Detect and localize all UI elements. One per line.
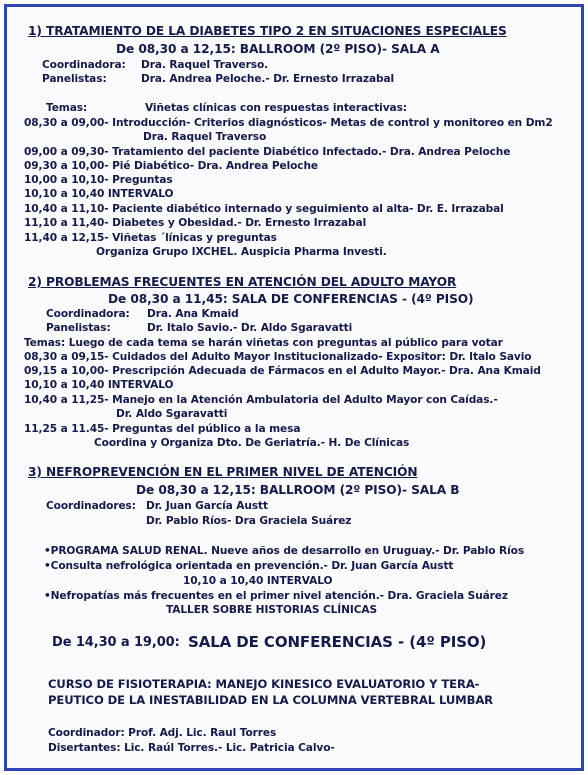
section1-coord-label: Coordinadora: [42,59,126,71]
list-item: •Consulta nefrológica orientada en prevención.- Dr. Juan García Austt [44,560,454,572]
list-item: 11,25 a 11.45- Preguntas del público a la mesa [24,423,301,435]
list-item: 09,30 a 10,00- Pié Diabético- Dra. Andrea Peloche [24,160,318,172]
list-item: 10,10 a 10,40 INTERVALO [24,379,174,391]
section2-coord-names: Dra. Ana Kmaid [147,308,239,320]
section2-venue: De 08,30 a 11,45: SALA DE CONFERENCIAS - (4º PISO) [108,292,474,306]
course-coordinator: Coordinador: Prof. Adj. Lic. Raul Torres [48,727,277,739]
section1-venue: De 08,30 a 12,15: BALLROOM (2º PISO)- SALA A [116,42,440,56]
section2-pan-names: Dr. Italo Savio.- Dr. Aldo Sgaravatti [147,322,353,334]
list-item: Temas: Luego de cada tema se harán viñetas con preguntas al público para votar [24,337,503,349]
list-item: 08,30 a 09,15- Cuidados del Adulto Mayor Institucionalizado- Expositor: Dr. Italo Savio [24,351,532,363]
section1-title-text: 1) TRATAMIENTO DE LA DIABETES TIPO 2 EN SITUACIONES ESPECIALES [28,24,507,38]
list-item: 10,40 a 11,10- Paciente diabético internado y seguimiento al alta- Dr. E. Irrazabal [24,203,504,215]
list-item: •PROGRAMA SALUD RENAL. Nueve años de desarrollo en Uruguay.- Dr. Pablo Ríos [44,545,525,557]
afternoon-venue: SALA DE CONFERENCIAS - (4º PISO) [188,633,487,651]
section2-title-text: 2) PROBLEMAS FRECUENTES EN ATENCIÓN DEL ADULTO MAYOR [28,275,457,289]
list-item: 10,10 a 10,40 INTERVALO [24,188,174,200]
course-title-line1: CURSO DE FISIOTERAPIA: MANEJO KINESICO EVALUATORIO Y TERA- [48,677,480,691]
list-item: 10,40 a 11,25- Manejo en la Atención Ambulatoria del Adulto Mayor con Caídas.- [24,394,498,406]
list-item: 10,00 a 10,10- Preguntas [24,174,173,186]
section2-pan-label: Panelistas: [46,322,111,334]
section3-coord-label: Coordinadores: [46,500,136,512]
list-item: TALLER SOBRE HISTORIAS CLÍNICAS [166,604,378,616]
list-item: Dra. Raquel Traverso [143,131,267,143]
list-item: 08,30 a 09,00- Introducción- Criterios diagnósticos- Metas de control y monitoreo en Dm2 [24,117,553,129]
section1-temas-text: Viñetas clínicas con respuestas interactivas: [145,102,407,114]
section1-organizer: Organiza Grupo IXCHEL. Auspicia Pharma Investi. [96,246,387,258]
section1-pan-label: Panelistas: [42,73,107,85]
section1-title [28,24,507,38]
section1-coord-names: Dra. Raquel Traverso. [141,59,269,71]
section2-organizer: Coordina y Organiza Dto. De Geriatría.- H. De Clínicas [94,437,410,449]
list-item: 11,10 a 11,40- Diabetes y Obesidad.- Dr. Ernesto Irrazabal [24,217,367,229]
list-item: 09,15 a 10,00- Prescripción Adecuada de Fármacos en el Adulto Mayor.- Dra. Ana Kmaid [24,365,541,377]
section3-venue: De 08,30 a 12,15: BALLROOM (2º PISO)- SALA B [136,483,460,497]
section3-coord-line1: Dr. Juan García Austt [146,500,268,512]
section2-title [28,275,456,289]
course-title-line2: PEUTICO DE LA INESTABILIDAD EN LA COLUMNA VERTEBRAL LUMBAR [48,693,494,707]
list-item: 10,10 a 10,40 INTERVALO [183,575,333,587]
afternoon-time: De 14,30 a 19,00: [52,635,180,650]
list-item: 11,40 a 12,15- Viñetas ´línicas y preguntas [24,232,277,244]
section1-pan-names: Dra. Andrea Peloche.- Dr. Ernesto Irrazabal [141,73,395,85]
list-item: •Nefropatías más frecuentes en el primer nivel atención.- Dra. Graciela Suárez [44,590,508,602]
course-speakers: Disertantes: Lic. Raúl Torres.- Lic. Patricia Calvo- [48,742,335,754]
section3-title-text: 3) NEFROPREVENCIÓN EN EL PRIMER NIVEL DE ATENCIÓN [28,465,418,479]
section3-title [28,465,417,479]
section2-coord-label: Coordinadora: [46,308,130,320]
list-item: 09,00 a 09,30- Tratamiento del paciente Diabético Infectado.- Dra. Andrea Peloche [24,146,511,158]
section1-temas-label: Temas: [46,102,88,114]
list-item: Dr. Aldo Sgaravatti [116,408,228,420]
section3-coord-line2: Dr. Pablo Ríos- Dra Graciela Suárez [146,515,352,527]
